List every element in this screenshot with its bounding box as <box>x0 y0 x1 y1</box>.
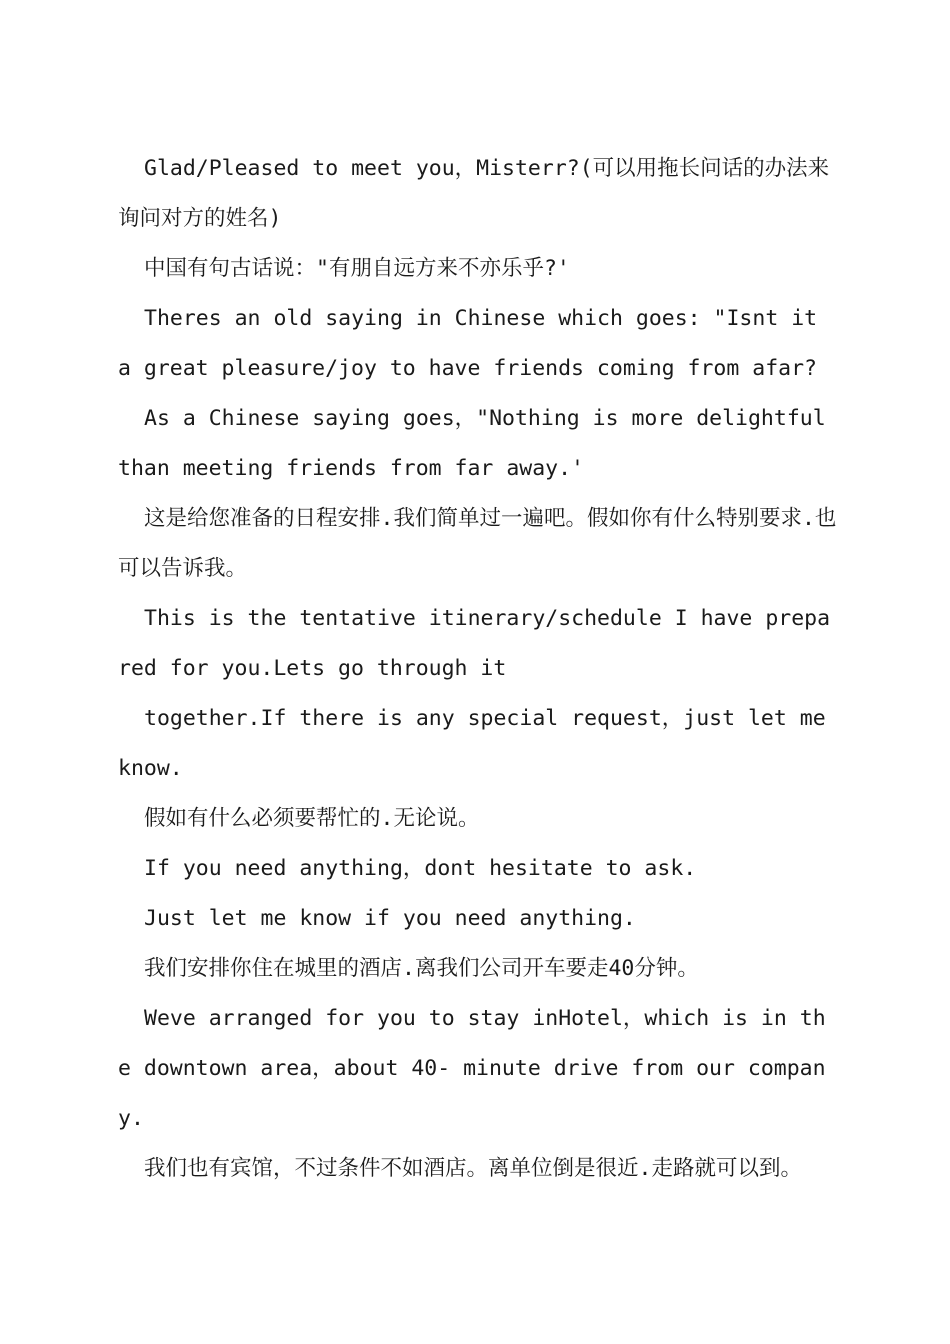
paragraph-help-english-2: Just let me know if you need anything. <box>144 906 636 931</box>
paragraph-greeting: Glad/Pleased to meet you，Misterr?(可以用拖长问话的办法来询问对方的姓名) <box>118 156 830 231</box>
paragraph-help-english-1: If you need anything，dont hesitate to ask. <box>144 856 697 881</box>
paragraph-schedule-english-1: This is the tentative itinerary/schedule I have prepared for you.Lets go through it <box>118 606 831 681</box>
paragraph-saying-translation-2: As a Chinese saying goes，"Nothing is more delightful than meeting friends from far away.' <box>118 406 839 481</box>
document-body <box>118 144 838 1194</box>
paragraph-chinese-saying: 中国有句古话说："有朋自远方来不亦乐乎?' <box>144 256 570 281</box>
paragraph-schedule-english-2: together.If there is any special request，just let me know. <box>118 706 839 781</box>
paragraph-hotel-english: Weve arranged for you to stay inHotel，which is in the downtown area，about 40- minute drive from our company. <box>118 1006 826 1131</box>
paragraph-hotel-chinese: 我们安排你住在城里的酒店.离我们公司开车要走40分钟。 <box>144 956 699 981</box>
paragraph-help-chinese: 假如有什么必须要帮忙的.无论说。 <box>144 806 480 831</box>
paragraph-saying-translation-1: Theres an old saying in Chinese which goes: "Isnt it a great pleasure/joy to have friends coming from afar? <box>118 306 831 381</box>
paragraph-schedule-chinese: 这是给您准备的日程安排.我们简单过一遍吧。假如你有什么特别要求.也可以告诉我。 <box>118 506 837 581</box>
paragraph-guesthouse-chinese: 我们也有宾馆，不过条件不如酒店。离单位倒是很近.走路就可以到。 <box>144 1156 802 1181</box>
